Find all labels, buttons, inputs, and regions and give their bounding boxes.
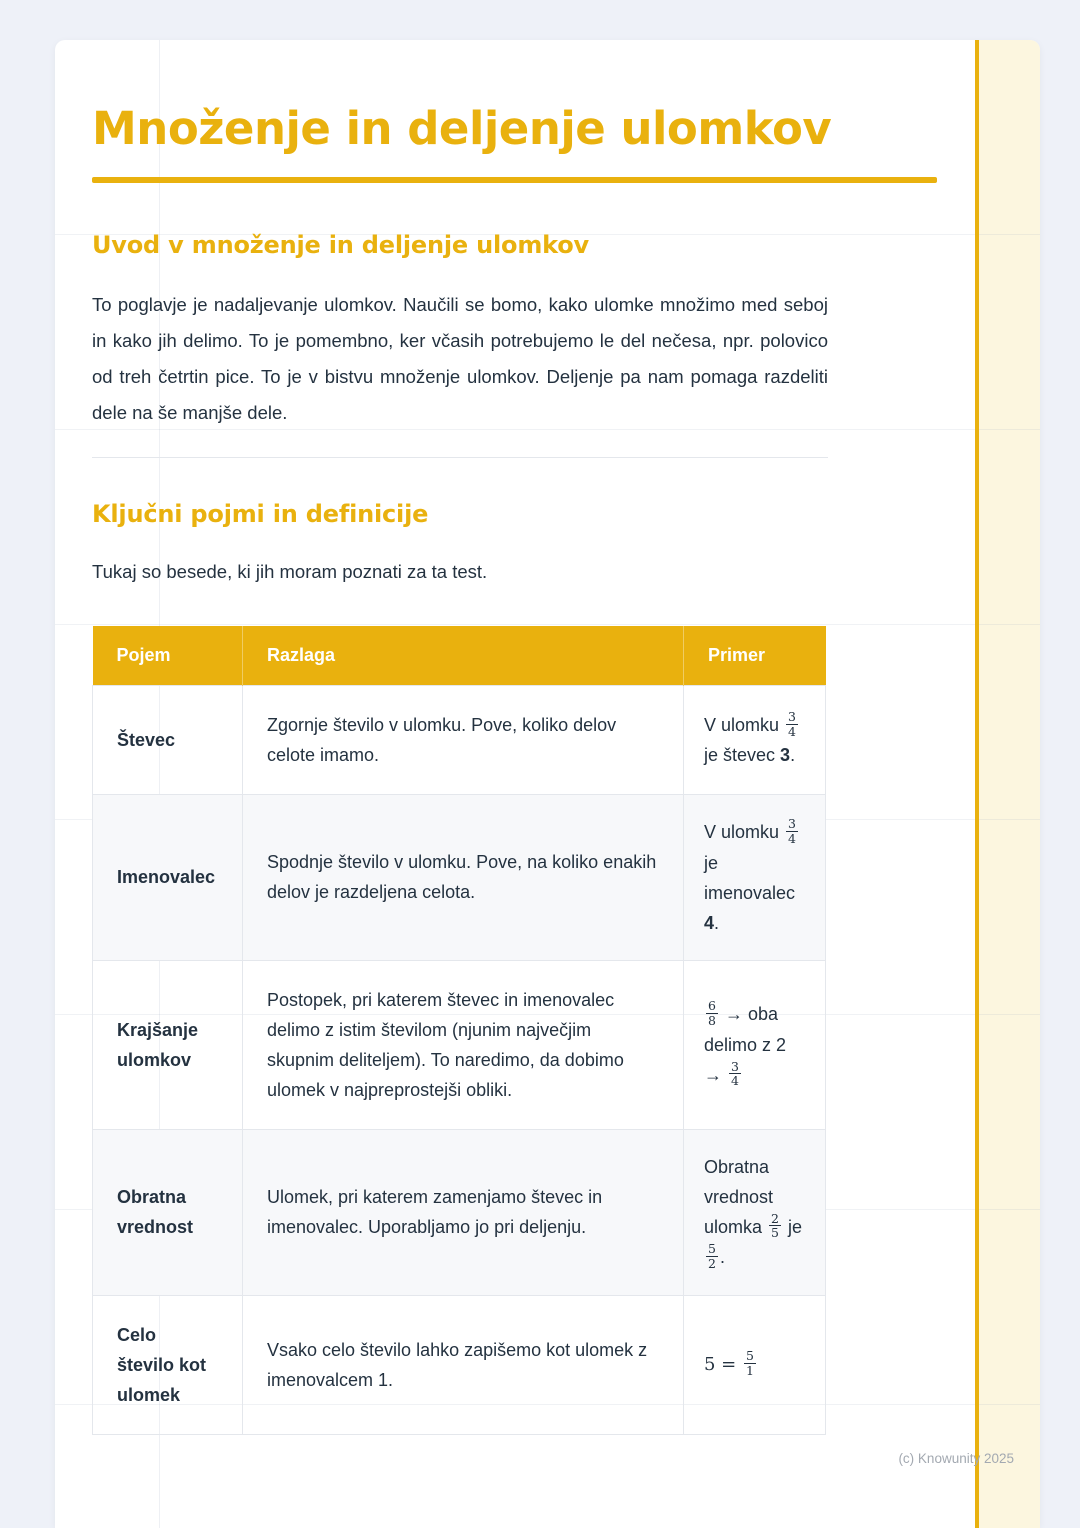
terms-intro-paragraph: Tukaj so besede, ki jih moram poznati za ta test. <box>92 561 488 583</box>
section-heading-terms: Ključni pojmi in definicije <box>92 500 429 529</box>
document-card <box>55 40 1040 1528</box>
example-cell: V ulomku $\frac{3}{4}$ je imenovalec 4. <box>684 795 826 961</box>
example-cell: V ulomku $\frac{3}{4}$ je števec 3. <box>684 686 826 795</box>
fraction: $\frac{6}{8}$ <box>708 998 716 1028</box>
intro-paragraph: To poglavje je nadaljevanje ulomkov. Naučili se bomo, kako ulomke množimo med seboj in kako jih delimo. To je pomembno, ker včasih potrebujemo le del nečesa, npr. polovico od treh četrtin pice. To je v bistvu množenje ulomkov. Deljenje pa nam pomaga razdeliti dele na še manjše dele. <box>92 294 828 424</box>
table-row-krajsanje-ulomkov <box>93 960 826 1129</box>
footer-credit: (c) Knowunity 2025 <box>898 1451 1014 1466</box>
fraction: $\frac{3}{4}$ <box>788 708 796 739</box>
fraction: $\frac{5}{1}$ <box>745 1348 754 1378</box>
title-underline <box>92 177 937 183</box>
column-header-pojem: Pojem <box>93 626 243 686</box>
column-header-primer: Primer <box>684 626 826 686</box>
table-row-obratna-vrednost <box>93 1129 826 1295</box>
section-divider <box>92 457 828 458</box>
term-cell: Imenovalec <box>93 795 243 961</box>
table-row-celo-stevilo-kot-ulomek <box>93 1295 826 1434</box>
example-cell: $\frac{6}{8}$ → oba delimo z 2 → $\frac{3}{4}$ <box>684 960 826 1129</box>
term-cell: Števec <box>93 686 243 795</box>
example-cell: 5 = $\frac{5}{1}$ <box>684 1295 826 1434</box>
definition-cell: Spodnje število v ulomku. Pove, na koliko enakih delov je razdeljena celota. <box>243 795 684 961</box>
fraction: $\frac{3}{4}$ <box>788 816 796 846</box>
table-header-row <box>93 626 826 686</box>
fraction: $\frac{2}{5}$ <box>771 1210 779 1241</box>
definition-cell: Postopek, pri katerem števec in imenovalec delimo z istim številom (njunim največjim skupnim deliteljem). To naredimo, da dobimo ulomek v najpreprostejši obliki. <box>243 960 684 1129</box>
example-cell: Obratna vrednost ulomka $\frac{2}{5}$ je $\frac{5}{2}$ . <box>684 1129 826 1295</box>
section-heading-intro: Uvod v množenje in deljenje ulomkov <box>92 231 589 260</box>
definition-cell: Zgornje število v ulomku. Pove, koliko delov celote imamo. <box>243 686 684 795</box>
definition-cell: Vsako celo število lahko zapišemo kot ulomek z imenovalcem 1. <box>243 1295 684 1434</box>
table-row-imenovalec <box>93 795 826 961</box>
fraction: $\frac{3}{4}$ <box>731 1058 739 1089</box>
definition-cell: Ulomek, pri katerem zamenjamo števec in imenovalec. Uporabljamo jo pri deljenju. <box>243 1129 684 1295</box>
term-cell: Krajšanje ulomkov <box>93 960 243 1129</box>
term-cell: Obratna vrednost <box>93 1129 243 1295</box>
fraction: $\frac{5}{2}$ <box>708 1241 716 1271</box>
definitions-table <box>92 626 826 1435</box>
term-cell: Celo število kot ulomek <box>93 1295 243 1434</box>
column-header-razlaga: Razlaga <box>243 626 684 686</box>
table-row-stevec <box>93 686 826 795</box>
document-content <box>55 40 1040 1435</box>
page-title: Množenje in deljenje ulomkov <box>92 102 832 155</box>
